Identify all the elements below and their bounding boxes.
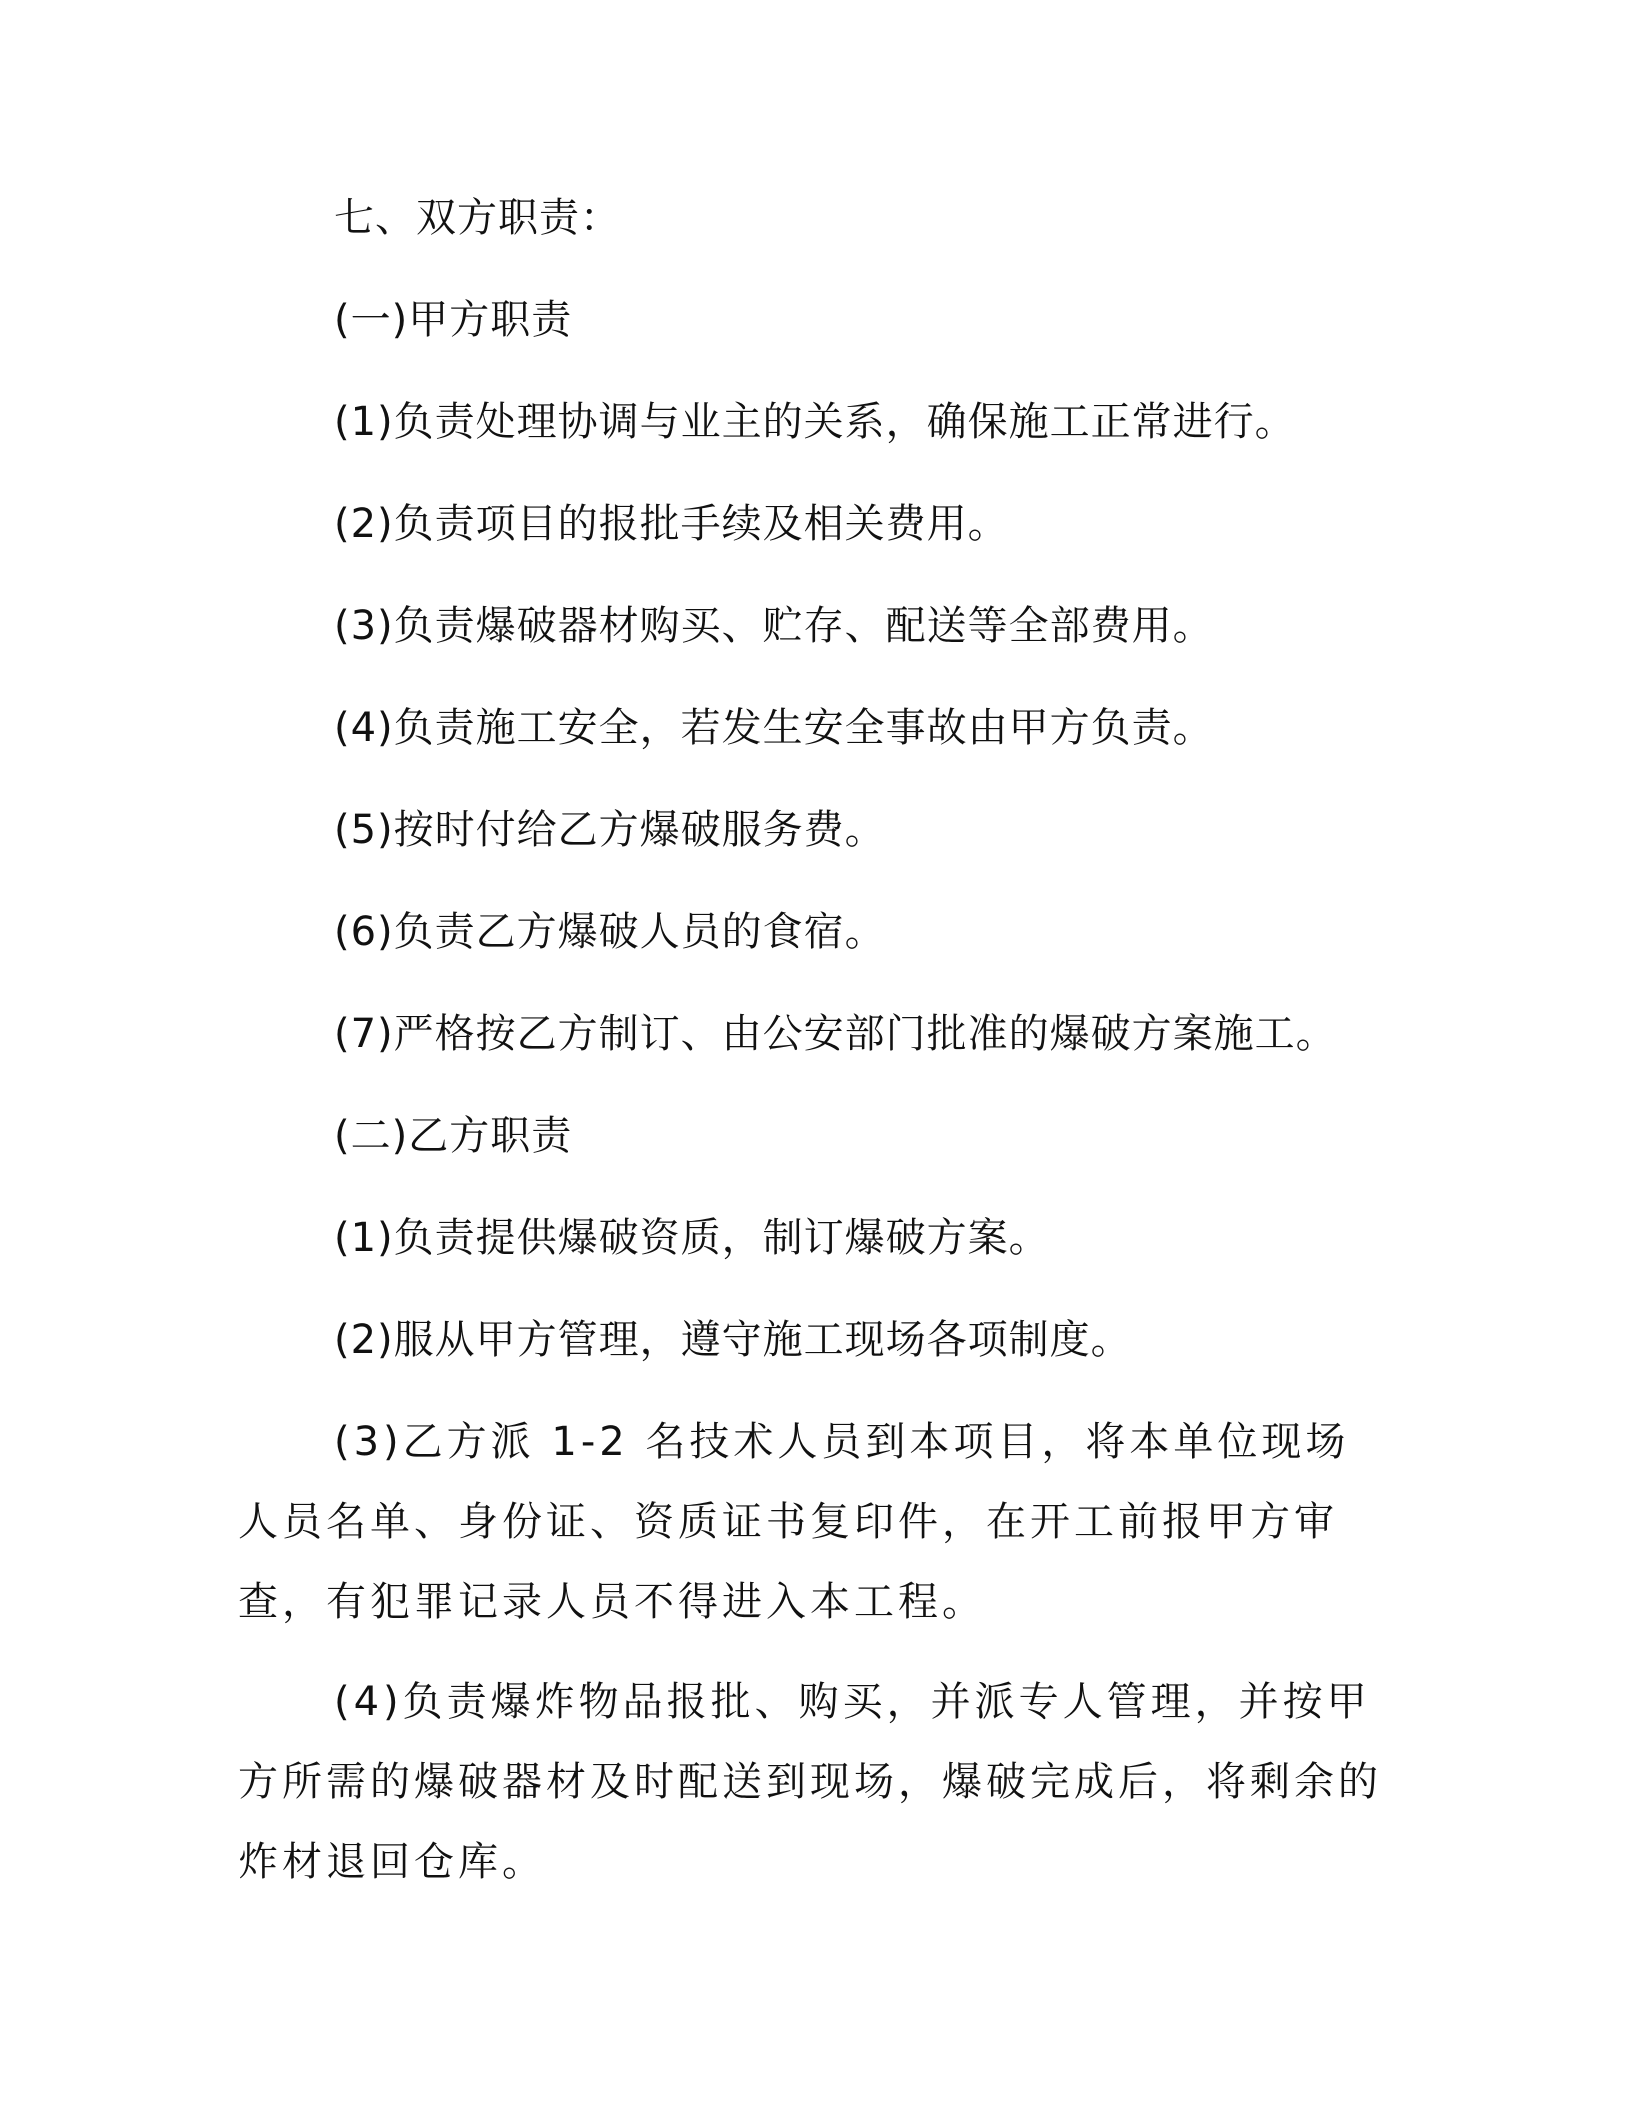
party-a-title: (一)甲方职责 [334,297,573,343]
party-b-item-1: (1)负责提供爆破资质，制订爆破方案。 [334,1215,1050,1261]
party-a-item-2: (2)负责项目的报批手续及相关费用。 [334,501,1009,547]
party-a-item-6: (6)负责乙方爆破人员的食宿。 [334,909,886,955]
section-heading: 七、双方职责： [334,195,621,241]
party-a-item-4: (4)负责施工安全，若发生安全事故由甲方负责。 [334,705,1214,751]
party-b-title: (二)乙方职责 [334,1113,573,1159]
party-b-item-4: (4)负责爆炸物品报批、购买，并派专人管理，并按甲方所需的爆破器材及时配送到现场，爆破完成后，将剩余的炸材退回仓库。 [238,1679,1382,1885]
party-a-item-5: (5)按时付给乙方爆破服务费。 [334,807,886,853]
party-a-item-3: (3)负责爆破器材购买、贮存、配送等全部费用。 [334,603,1214,649]
party-a-item-7: (7)严格按乙方制订、由公安部门批准的爆破方案施工。 [334,1011,1337,1057]
party-b-item-2: (2)服从甲方管理，遵守施工现场各项制度。 [334,1317,1132,1363]
party-a-item-1: (1)负责处理协调与业主的关系，确保施工正常进行。 [334,399,1296,445]
party-b-item-3: (3)乙方派 1-2 名技术人员到本项目，将本单位现场人员名单、身份证、资质证书复印件，在开工前报甲方审查，有犯罪记录人员不得进入本工程。 [238,1419,1350,1625]
